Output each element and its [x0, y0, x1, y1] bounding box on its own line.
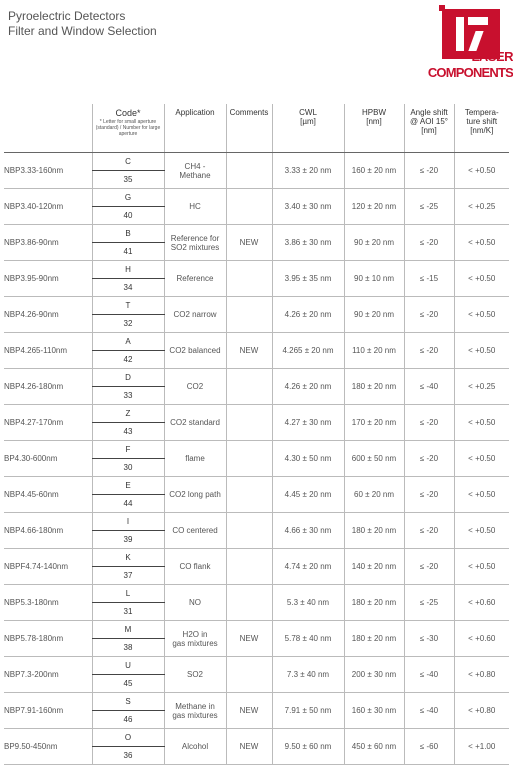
code-large-aperture: 44: [92, 495, 164, 513]
angle-shift: ≤ -60: [404, 729, 454, 765]
application-line-1: Methane in: [175, 701, 215, 711]
code-large-aperture: 41: [92, 243, 164, 261]
angle-shift: ≤ -20: [404, 153, 454, 189]
angle-shift: ≤ -25: [404, 585, 454, 621]
application-line-2: gas mixtures: [172, 638, 218, 648]
filter-name: NBP7.3-200nm: [4, 657, 92, 693]
comment: [226, 477, 272, 513]
hpbw: 170 ± 20 nm: [344, 405, 404, 441]
filter-name: NBPF4.74-140nm: [4, 549, 92, 585]
application-line-1: SO2: [186, 670, 203, 679]
filter-name: NBP4.45-60nm: [4, 477, 92, 513]
filter-name: NBP4.265-110nm: [4, 333, 92, 369]
comment: [226, 405, 272, 441]
angle-shift: ≤ -20: [404, 297, 454, 333]
table-row: [4, 333, 509, 351]
application: [164, 693, 226, 729]
cwl: 3.40 ± 30 nm: [272, 189, 344, 225]
code-small-aperture: I: [92, 513, 164, 531]
filter-name: NBP4.27-170nm: [4, 405, 92, 441]
comment: [226, 513, 272, 549]
filter-name: NBP3.40-120nm: [4, 189, 92, 225]
cwl: 4.26 ± 20 nm: [272, 369, 344, 405]
angle-shift: ≤ -20: [404, 441, 454, 477]
header-application: Application: [164, 104, 226, 153]
hpbw: 110 ± 20 nm: [344, 333, 404, 369]
code-small-aperture: G: [92, 189, 164, 207]
temperature-shift: < +0.25: [454, 189, 509, 225]
temperature-shift: < +0.50: [454, 441, 509, 477]
filter-name: NBP3.86-90nm: [4, 225, 92, 261]
application-line-1: CH4 -: [184, 161, 206, 171]
temperature-shift: < +0.80: [454, 657, 509, 693]
cwl: 4.27 ± 30 nm: [272, 405, 344, 441]
comment: [226, 153, 272, 189]
comment: [226, 369, 272, 405]
application-line-1: CO centered: [172, 526, 218, 535]
header-temperature-shift: Tempera- ture shift [nm/K]: [454, 104, 509, 153]
code-small-aperture: E: [92, 477, 164, 495]
angle-shift: ≤ -40: [404, 693, 454, 729]
application: [164, 477, 226, 513]
application: [164, 261, 226, 297]
application-line-1: CO flank: [179, 562, 211, 571]
angle-shift: ≤ -30: [404, 621, 454, 657]
header-comments: Comments: [226, 104, 272, 153]
cwl: 4.26 ± 20 nm: [272, 297, 344, 333]
hpbw: 180 ± 20 nm: [344, 585, 404, 621]
hpbw: 140 ± 20 nm: [344, 549, 404, 585]
code-large-aperture: 43: [92, 423, 164, 441]
table-header-row: [4, 104, 509, 153]
angle-shift: ≤ -40: [404, 657, 454, 693]
code-large-aperture: 36: [92, 747, 164, 765]
application: [164, 513, 226, 549]
code-small-aperture: U: [92, 657, 164, 675]
table-row: [4, 405, 509, 423]
application-line-1: Alcohol: [181, 742, 209, 751]
application: [164, 441, 226, 477]
hpbw: 160 ± 20 nm: [344, 153, 404, 189]
angle-shift: ≤ -20: [404, 405, 454, 441]
comment: [226, 657, 272, 693]
code-small-aperture: A: [92, 333, 164, 351]
title-line-2: Filter and Window Selection: [8, 24, 157, 38]
application-line-1: H2O in: [182, 629, 208, 639]
application-line-1: HC: [189, 202, 201, 211]
application: [164, 225, 226, 261]
application: [164, 729, 226, 765]
angle-shift: ≤ -15: [404, 261, 454, 297]
comment: NEW: [226, 729, 272, 765]
temperature-shift: < +0.25: [454, 369, 509, 405]
application: [164, 621, 226, 657]
angle-shift: ≤ -20: [404, 333, 454, 369]
application-line-2: SO2 mixtures: [170, 242, 220, 252]
temperature-shift: < +0.50: [454, 333, 509, 369]
title-line-1: Pyroelectric Detectors: [8, 9, 126, 23]
code-large-aperture: 40: [92, 207, 164, 225]
angle-shift: ≤ -40: [404, 369, 454, 405]
cwl: 5.78 ± 40 nm: [272, 621, 344, 657]
angle-shift: ≤ -20: [404, 513, 454, 549]
temperature-shift: < +0.50: [454, 225, 509, 261]
angle-shift: ≤ -20: [404, 549, 454, 585]
temperature-shift: < +1.00: [454, 729, 509, 765]
code-small-aperture: C: [92, 153, 164, 171]
code-small-aperture: O: [92, 729, 164, 747]
code-large-aperture: 34: [92, 279, 164, 297]
code-small-aperture: M: [92, 621, 164, 639]
filter-name: NBP5.78-180nm: [4, 621, 92, 657]
comment: [226, 549, 272, 585]
filter-name: NBP3.33-160nm: [4, 153, 92, 189]
code-large-aperture: 37: [92, 567, 164, 585]
code-small-aperture: B: [92, 225, 164, 243]
application-line-1: CO2 long path: [169, 490, 221, 499]
code-large-aperture: 42: [92, 351, 164, 369]
table-body: [4, 153, 509, 765]
code-footnote: * Letter for small aperture (standard) / Number for large aperture: [95, 119, 161, 137]
comment: [226, 585, 272, 621]
code-large-aperture: 30: [92, 459, 164, 477]
comment: NEW: [226, 225, 272, 261]
logo-word-2: COMPONENTS: [427, 65, 513, 80]
code-large-aperture: 31: [92, 603, 164, 621]
application-line-1: CO2 balanced: [169, 346, 221, 355]
table-row: [4, 153, 509, 171]
hpbw: 120 ± 20 nm: [344, 189, 404, 225]
application: [164, 189, 226, 225]
table-row: [4, 369, 509, 387]
table-row: [4, 225, 509, 243]
cwl: 4.45 ± 20 nm: [272, 477, 344, 513]
filter-name: NBP4.26-180nm: [4, 369, 92, 405]
application: [164, 549, 226, 585]
table-row: [4, 441, 509, 459]
comment: NEW: [226, 693, 272, 729]
hpbw: 90 ± 20 nm: [344, 225, 404, 261]
code-large-aperture: 38: [92, 639, 164, 657]
page-title: [8, 9, 157, 39]
application: [164, 333, 226, 369]
application-line-1: Reference: [176, 274, 214, 283]
application-line-1: CO2: [186, 382, 204, 391]
table-row: [4, 549, 509, 567]
comment: [226, 297, 272, 333]
temperature-shift: < +0.50: [454, 405, 509, 441]
code-small-aperture: K: [92, 549, 164, 567]
table-row: [4, 189, 509, 207]
table-row: [4, 477, 509, 495]
comment: [226, 261, 272, 297]
application-line-2: Methane: [179, 170, 211, 180]
code-large-aperture: 39: [92, 531, 164, 549]
filter-name: NBP5.3-180nm: [4, 585, 92, 621]
table-row: [4, 585, 509, 603]
table-row: [4, 729, 509, 747]
cwl: 4.30 ± 50 nm: [272, 441, 344, 477]
application: [164, 369, 226, 405]
application: [164, 657, 226, 693]
logo-word-1: LASER: [471, 49, 513, 64]
cwl: 7.3 ± 40 nm: [272, 657, 344, 693]
application-line-1: NO: [189, 598, 201, 607]
header-hpbw: HPBW [nm]: [344, 104, 404, 153]
temperature-shift: < +0.60: [454, 621, 509, 657]
code-large-aperture: 35: [92, 171, 164, 189]
table-row: [4, 693, 509, 711]
code-small-aperture: F: [92, 441, 164, 459]
application: [164, 153, 226, 189]
application: [164, 585, 226, 621]
filter-name: NBP4.66-180nm: [4, 513, 92, 549]
cwl: 4.265 ± 20 nm: [272, 333, 344, 369]
hpbw: 160 ± 30 nm: [344, 693, 404, 729]
filter-name: NBP4.26-90nm: [4, 297, 92, 333]
hpbw: 180 ± 20 nm: [344, 369, 404, 405]
angle-shift: ≤ -25: [404, 189, 454, 225]
temperature-shift: < +0.50: [454, 261, 509, 297]
hpbw: 200 ± 30 nm: [344, 657, 404, 693]
filter-name: BP9.50-450nm: [4, 729, 92, 765]
application-line-1: flame: [185, 454, 205, 463]
comment: [226, 441, 272, 477]
application-line-1: Reference for: [170, 233, 220, 243]
filter-name: NBP7.91-160nm: [4, 693, 92, 729]
code-large-aperture: 32: [92, 315, 164, 333]
code-small-aperture: D: [92, 369, 164, 387]
code-small-aperture: S: [92, 693, 164, 711]
filter-name: NBP3.95-90nm: [4, 261, 92, 297]
code-small-aperture: H: [92, 261, 164, 279]
header-cwl: CWL [µm]: [272, 104, 344, 153]
table-row: [4, 621, 509, 639]
cwl: 3.86 ± 30 nm: [272, 225, 344, 261]
hpbw: 450 ± 60 nm: [344, 729, 404, 765]
comment: NEW: [226, 333, 272, 369]
hpbw: 180 ± 20 nm: [344, 513, 404, 549]
hpbw: 90 ± 10 nm: [344, 261, 404, 297]
temperature-shift: < +0.50: [454, 297, 509, 333]
cwl: 3.33 ± 20 nm: [272, 153, 344, 189]
comment: [226, 189, 272, 225]
table-row: [4, 297, 509, 315]
header-blank: [4, 104, 92, 153]
filter-name: BP4.30-600nm: [4, 441, 92, 477]
application-line-2: gas mixtures: [172, 710, 218, 720]
header-code: Code* * Letter for small aperture (standard) / Number for large aperture: [92, 104, 164, 153]
table-row: [4, 513, 509, 531]
company-logo: [396, 3, 513, 83]
header-angle-shift: Angle shift @ AOI 15° [nm]: [404, 104, 454, 153]
temperature-shift: < +0.60: [454, 585, 509, 621]
temperature-shift: < +0.50: [454, 513, 509, 549]
cwl: 7.91 ± 50 nm: [272, 693, 344, 729]
application: [164, 297, 226, 333]
application-line-1: CO2 narrow: [173, 310, 217, 319]
filter-table: [4, 104, 509, 765]
hpbw: 90 ± 20 nm: [344, 297, 404, 333]
code-small-aperture: Z: [92, 405, 164, 423]
cwl: 5.3 ± 40 nm: [272, 585, 344, 621]
temperature-shift: < +0.50: [454, 153, 509, 189]
code-large-aperture: 46: [92, 711, 164, 729]
comment: NEW: [226, 621, 272, 657]
temperature-shift: < +0.50: [454, 477, 509, 513]
cwl: 3.95 ± 35 nm: [272, 261, 344, 297]
hpbw: 600 ± 50 nm: [344, 441, 404, 477]
application: [164, 405, 226, 441]
hpbw: 180 ± 20 nm: [344, 621, 404, 657]
cwl: 4.74 ± 20 nm: [272, 549, 344, 585]
code-large-aperture: 33: [92, 387, 164, 405]
application-line-1: CO2 standard: [170, 418, 220, 427]
code-small-aperture: L: [92, 585, 164, 603]
code-small-aperture: T: [92, 297, 164, 315]
table-row: [4, 261, 509, 279]
table-row: [4, 657, 509, 675]
code-large-aperture: 45: [92, 675, 164, 693]
hpbw: 60 ± 20 nm: [344, 477, 404, 513]
cwl: 4.66 ± 30 nm: [272, 513, 344, 549]
temperature-shift: < +0.50: [454, 549, 509, 585]
angle-shift: ≤ -20: [404, 225, 454, 261]
angle-shift: ≤ -20: [404, 477, 454, 513]
cwl: 9.50 ± 60 nm: [272, 729, 344, 765]
temperature-shift: < +0.80: [454, 693, 509, 729]
